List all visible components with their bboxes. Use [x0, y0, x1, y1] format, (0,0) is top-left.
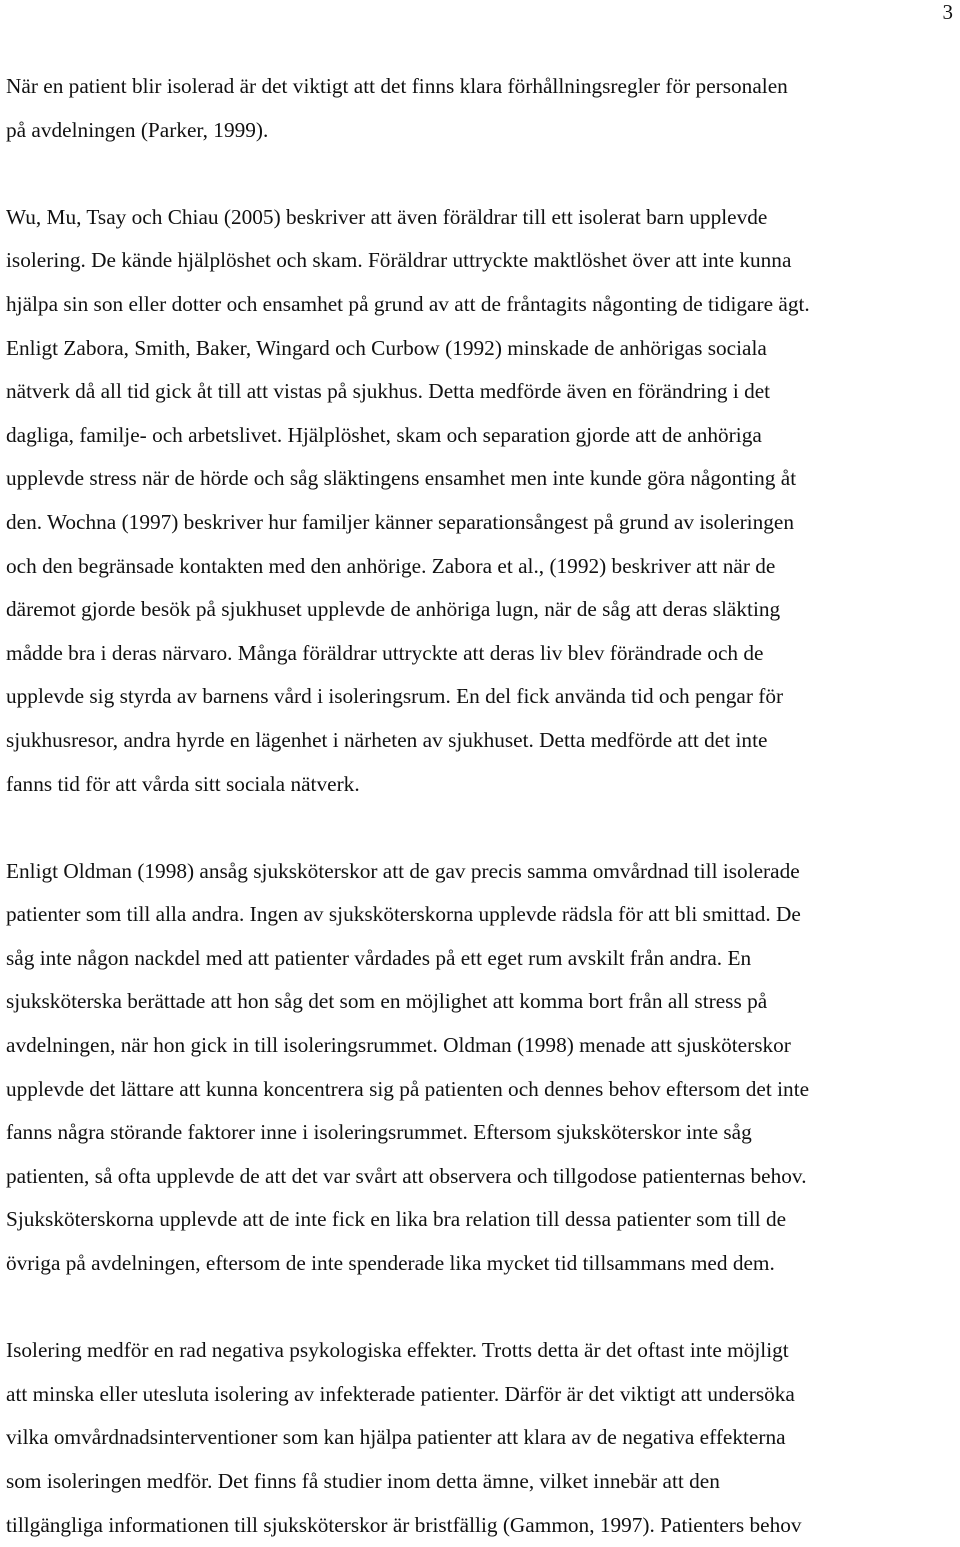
text-line: fanns några störande faktorer inne i isoleringsrummet. Eftersom sjuksköterskor inte såg [6, 1120, 752, 1145]
text-line: vilka omvårdnadsinterventioner som kan hjälpa patienter att klara av de negativa effekterna [6, 1425, 786, 1450]
document-body [6, 65, 954, 1547]
text-line: När en patient blir isolerad är det viktigt att det finns klara förhållningsregler för personalen [6, 74, 788, 98]
text-line: Sjuksköterskorna upplevde att de inte fick en lika bra relation till dessa patienter som till de [6, 1207, 787, 1232]
text-line: Wu, Mu, Tsay och Chiau (2005) beskriver att även föräldrar till ett isolerat barn upplevde [6, 204, 768, 229]
text-line: patienten, så ofta upplevde de att det var svårt att observera och tillgodose patienternas behov. [6, 1163, 807, 1188]
paragraph-spacer [6, 1286, 954, 1330]
page-number: 3 [942, 0, 953, 24]
text-line: sjukhusresor, andra hyrde en lägenhet i närheten av sjukhuset. Detta medförde att det inte [6, 727, 768, 752]
text-line: Enligt Zabora, Smith, Baker, Wingard och Curbow (1992) minskade de anhörigas sociala [6, 335, 767, 360]
text-line: Enligt Oldman (1998) ansåg sjuksköterskor att de gav precis samma omvårdnad till isolerade [6, 858, 800, 883]
paragraph [6, 196, 954, 806]
text-line: fanns tid för att vårda sitt sociala nätverk. [6, 771, 360, 796]
text-line: dagliga, familje- och arbetslivet. Hjälplöshet, skam och separation gjorde att de anhöriga [6, 422, 762, 447]
text-line: mådde bra i deras närvaro. Många föräldrar uttryckte att deras liv blev förändrade och de [6, 640, 764, 665]
text-line: däremot gjorde besök på sjukhuset upplevde de anhöriga lugn, när de såg att deras släkting [6, 597, 781, 622]
text-line: hjälpa sin son eller dotter och ensamhet på grund av att de fråntagits någonting de tidigare ägt. [6, 291, 810, 316]
text-line: upplevde det lättare att kunna koncentrera sig på patienten och dennes behov eftersom det inte [6, 1076, 810, 1101]
paragraph [6, 65, 954, 152]
text-line: på avdelningen (Parker, 1999). [6, 117, 269, 142]
text-line: Isolering medför en rad negativa psykologiska effekter. Trotts detta är det oftast inte möjligt [6, 1338, 789, 1363]
text-line: patienter som till alla andra. Ingen av sjuksköterskorna upplevde rädsla för att bli smittad. De [6, 902, 801, 927]
paragraph-spacer [6, 806, 954, 850]
text-line: den. Wochna (1997) beskriver hur familjer känner separationsångest på grund av isoleringen [6, 509, 794, 534]
text-line: isolering. De kände hjälplöshet och skam. Föräldrar uttryckte maktlöshet över att inte kunna [6, 248, 792, 273]
paragraph [6, 850, 954, 1286]
text-line: övriga på avdelningen, eftersom de inte spenderade lika mycket tid tillsammans med dem. [6, 1251, 775, 1276]
text-line: såg inte någon nackdel med att patienter vårdades på ett eget rum avskilt från andra. En [6, 945, 752, 970]
text-line: sjuksköterska berättade att hon såg det som en möjlighet att komma bort från all stress på [6, 989, 768, 1014]
text-line: nätverk då all tid gick åt till att vistas på sjukhus. Detta medförde även en förändring i det [6, 379, 771, 404]
text-line: upplevde stress när de hörde och såg släktingens ensamhet men inte kunde göra någonting åt [6, 466, 797, 491]
text-line: avdelningen, när hon gick in till isoleringsrummet. Oldman (1998) menade att sjusköterskor [6, 1033, 791, 1058]
paragraph [6, 1329, 954, 1547]
text-line: tillgängliga informationen till sjuksköterskor är bristfällig (Gammon, 1997). Patienters behov [6, 1512, 802, 1537]
text-line: som isoleringen medför. Det finns få studier inom detta ämne, vilket innebär att den [6, 1469, 720, 1493]
paragraph-spacer [6, 152, 954, 196]
text-line: och den begränsade kontakten med den anhörige. Zabora et al., (1992) beskriver att när de [6, 553, 776, 578]
text-line: upplevde sig styrda av barnens vård i isoleringsrum. En del fick använda tid och pengar för [6, 684, 784, 709]
text-line: att minska eller utesluta isolering av infekterade patienter. Därför är det viktigt att undersöka [6, 1381, 795, 1406]
